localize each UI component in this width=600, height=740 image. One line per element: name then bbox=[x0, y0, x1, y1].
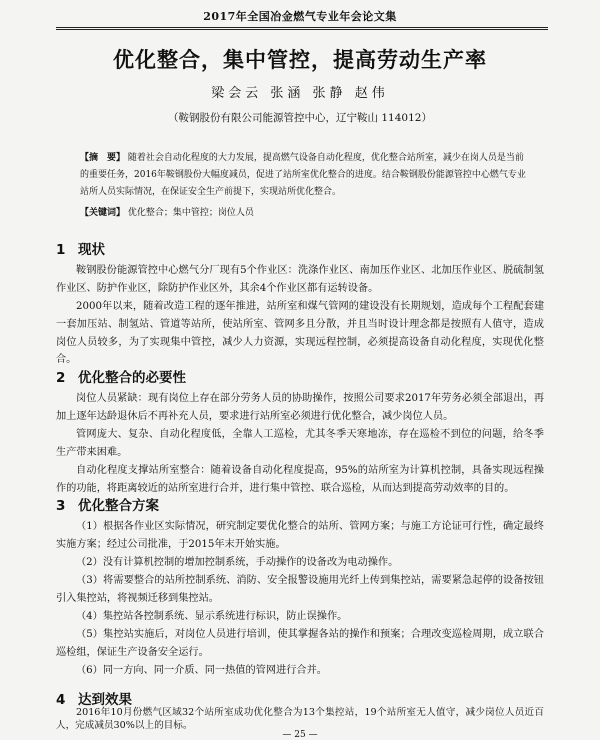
section-3-item-6: （6）同一方向、同一介质、同一热值的管网进行合并。 bbox=[76, 665, 327, 676]
paper-authors: 梁会云 张涵 张静 赵伟 bbox=[211, 86, 389, 101]
keywords-label: 【关键词】 bbox=[80, 208, 126, 218]
section-number: 4 bbox=[56, 692, 66, 708]
section-2-paragraph-2: 管网庞大、复杂、自动化程度低，全靠人工巡检，尤其冬季天寒地冻，存在巡检不到位的问题，给冬季生产带来困难。 bbox=[56, 429, 544, 458]
abstract-text: 随着社会自动化程度的大力发展，提高燃气设备自动化程度，优化整合站所室，减少在岗人员是当前的重要任务，2016年鞍钢股份大幅度减员，促进了站所室优化整合的进度。结合鞍钢股份能源管控中心燃气专业站所人员实际情况，在保证安全生产前提下，实现站所优化整合。 bbox=[80, 153, 526, 197]
section-heading-3 bbox=[56, 494, 159, 514]
section-3-item-4: （4）集控站各控制系统、显示系统进行标识，防止误操作。 bbox=[76, 611, 348, 622]
running-header: 2017年全国冶金燃气专业年会论文集 bbox=[203, 10, 397, 23]
section-3-item-3: （3）将需要整合的站所控制系统、消防、安全报警设施用光纤上传到集控站，需要紧急起停的设备按钮引入集控站，将视频迁移到集控站。 bbox=[56, 575, 544, 604]
section-number: 1 bbox=[56, 242, 66, 258]
section-title: 优化整合的必要性 bbox=[78, 370, 186, 386]
section-1-paragraph-2: 2000年以来，随着改造工程的逐年推进，站所室和煤气管网的建设没有长期规划，造成每个工程配套建一套加压站、制氢站、管道等站所，使站所室、管网多且分散，并且当时设计理念都是按照有人值守，造成岗位人员较多，为了实现集中管控，减少人力资源，实现远程控制，必须提高设备自动化程度，实现优化整合。 bbox=[56, 301, 544, 366]
section-title: 现状 bbox=[78, 242, 105, 258]
paper-affiliation: （鞍钢股份有限公司能源管控中心，辽宁鞍山 114012） bbox=[168, 112, 432, 124]
section-3-item-1: （1）根据各作业区实际情况，研究制定要优化整合的站所、管网方案；与施工方论证可行性，确定最终实施方案；经过公司批准，于2015年末开始实施。 bbox=[56, 521, 544, 550]
section-title: 达到效果 bbox=[78, 692, 132, 708]
section-heading-2 bbox=[56, 366, 186, 386]
header-rule bbox=[56, 27, 548, 28]
header-rule-secondary bbox=[56, 29, 548, 30]
section-number: 2 bbox=[56, 370, 66, 386]
section-title: 优化整合方案 bbox=[78, 498, 159, 514]
section-4-paragraph-1: 2016年10月份燃气区域32个站所室成功优化整合为13个集控站，19个站所室无人值守，减少岗位人员近百人，完成减员30%以上的目标。 bbox=[56, 707, 544, 731]
section-1-paragraph-1: 鞍钢股份能源管控中心燃气分厂现有5个作业区：洗涤作业区、南加压作业区、北加压作业区、脱硫制氢作业区、防护作业区，除防护作业区外，其余4个作业区都有运转设备。 bbox=[56, 265, 544, 294]
abstract bbox=[80, 150, 530, 201]
section-2-paragraph-1: 岗位人员紧缺：现有岗位上存在部分劳务人员的协助操作，按照公司要求2017年劳务必须全部退出，再加上逐年达龄退休后不再补充人员，要求进行站所室必须进行优化整合，减少岗位人员。 bbox=[56, 393, 544, 422]
section-3-item-5: （5）集控站实施后，对岗位人员进行培训，使其掌握各站的操作和预案；合理改变巡检周期，成立联合巡检组，保证生产设备安全运行。 bbox=[56, 629, 544, 658]
paper-title: 优化整合，集中管控，提高劳动生产率 bbox=[113, 47, 487, 72]
keywords-text: 优化整合；集中管控；岗位人员 bbox=[127, 208, 254, 218]
section-3-item-2: （2）没有计算机控制的增加控制系统，手动操作的设备改为电动操作。 bbox=[76, 557, 399, 568]
section-heading-4 bbox=[56, 688, 132, 708]
abstract-label: 【摘 要】 bbox=[80, 153, 126, 163]
section-number: 3 bbox=[56, 498, 66, 514]
section-heading-1 bbox=[56, 238, 105, 258]
page-number: — 25 — bbox=[282, 730, 318, 740]
section-2-paragraph-3: 自动化程度支撑站所室整合：随着设备自动化程度提高，95%的站所室为计算机控制，具备实现远程操作的功能，将距离较近的站所室进行合并，进行集中管控、联合巡检，从而达到提高劳动效率的目的。 bbox=[56, 465, 544, 494]
keywords bbox=[80, 205, 530, 218]
